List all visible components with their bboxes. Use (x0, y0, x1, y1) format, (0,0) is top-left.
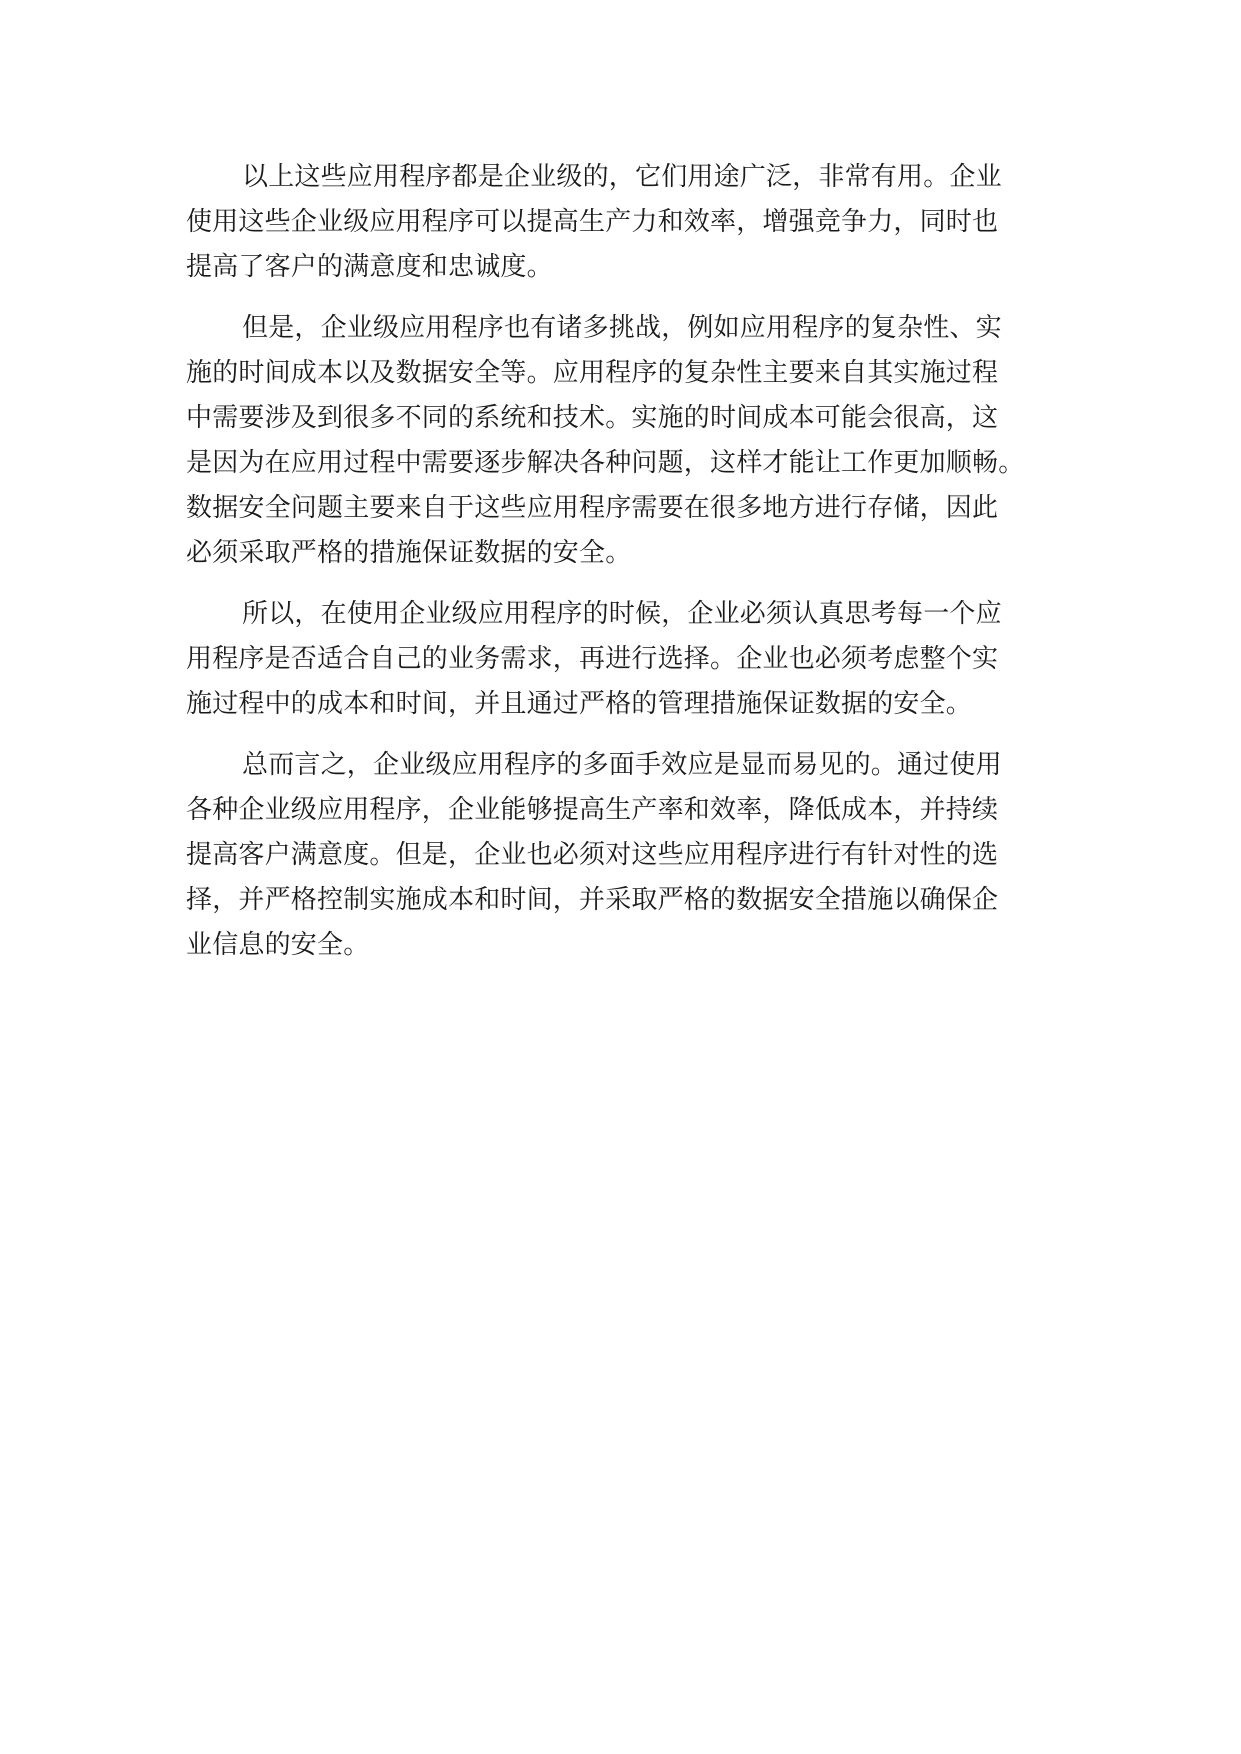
paragraph-line: 以上这些应用程序都是企业级的，它们用途广泛，非常有用。企业 (242, 162, 1002, 192)
paragraph-line: 施过程中的成本和时间，并且通过严格的管理措施保证数据的安全。 (186, 689, 973, 719)
paragraph-line: 必须采取严格的措施保证数据的安全。 (186, 538, 632, 568)
paragraph-line: 所以，在使用企业级应用程序的时候，企业必须认真思考每一个应 (242, 599, 1002, 629)
paragraph-line: 用程序是否适合自己的业务需求，再进行选择。企业也必须考虑整个实 (186, 644, 999, 674)
paragraph-line: 总而言之，企业级应用程序的多面手效应是显而易见的。通过使用 (242, 750, 1002, 780)
paragraph-line: 中需要涉及到很多不同的系统和技术。实施的时间成本可能会很高，这 (186, 403, 999, 433)
paragraph-1 (186, 155, 1066, 290)
paragraph-2 (186, 306, 1066, 576)
paragraph-line: 使用这些企业级应用程序可以提高生产力和效率，增强竞争力，同时也 (186, 207, 999, 237)
paragraph-line: 施的时间成本以及数据安全等。应用程序的复杂性主要来自其实施过程 (186, 358, 999, 388)
paragraph-line: 提高客户满意度。但是，企业也必须对这些应用程序进行有针对性的选 (186, 840, 999, 870)
paragraph-line: 数据安全问题主要来自于这些应用程序需要在很多地方进行存储，因此 (186, 493, 999, 523)
paragraph-line: 提高了客户的满意度和忠诚度。 (186, 252, 553, 282)
paragraph-line: 但是，企业级应用程序也有诸多挑战，例如应用程序的复杂性、实 (242, 313, 1002, 343)
paragraph-line: 业信息的安全。 (186, 930, 370, 960)
paragraph-line: 各种企业级应用程序，企业能够提高生产率和效率，降低成本，并持续 (186, 795, 999, 825)
paragraph-line: 择，并严格控制实施成本和时间，并采取严格的数据安全措施以确保企 (186, 885, 999, 915)
document-body (186, 155, 1066, 984)
paragraph-line: 是因为在应用过程中需要逐步解决各种问题，这样才能让工作更加顺畅。 (186, 448, 1025, 478)
paragraph-3 (186, 592, 1066, 727)
paragraph-4 (186, 743, 1066, 968)
